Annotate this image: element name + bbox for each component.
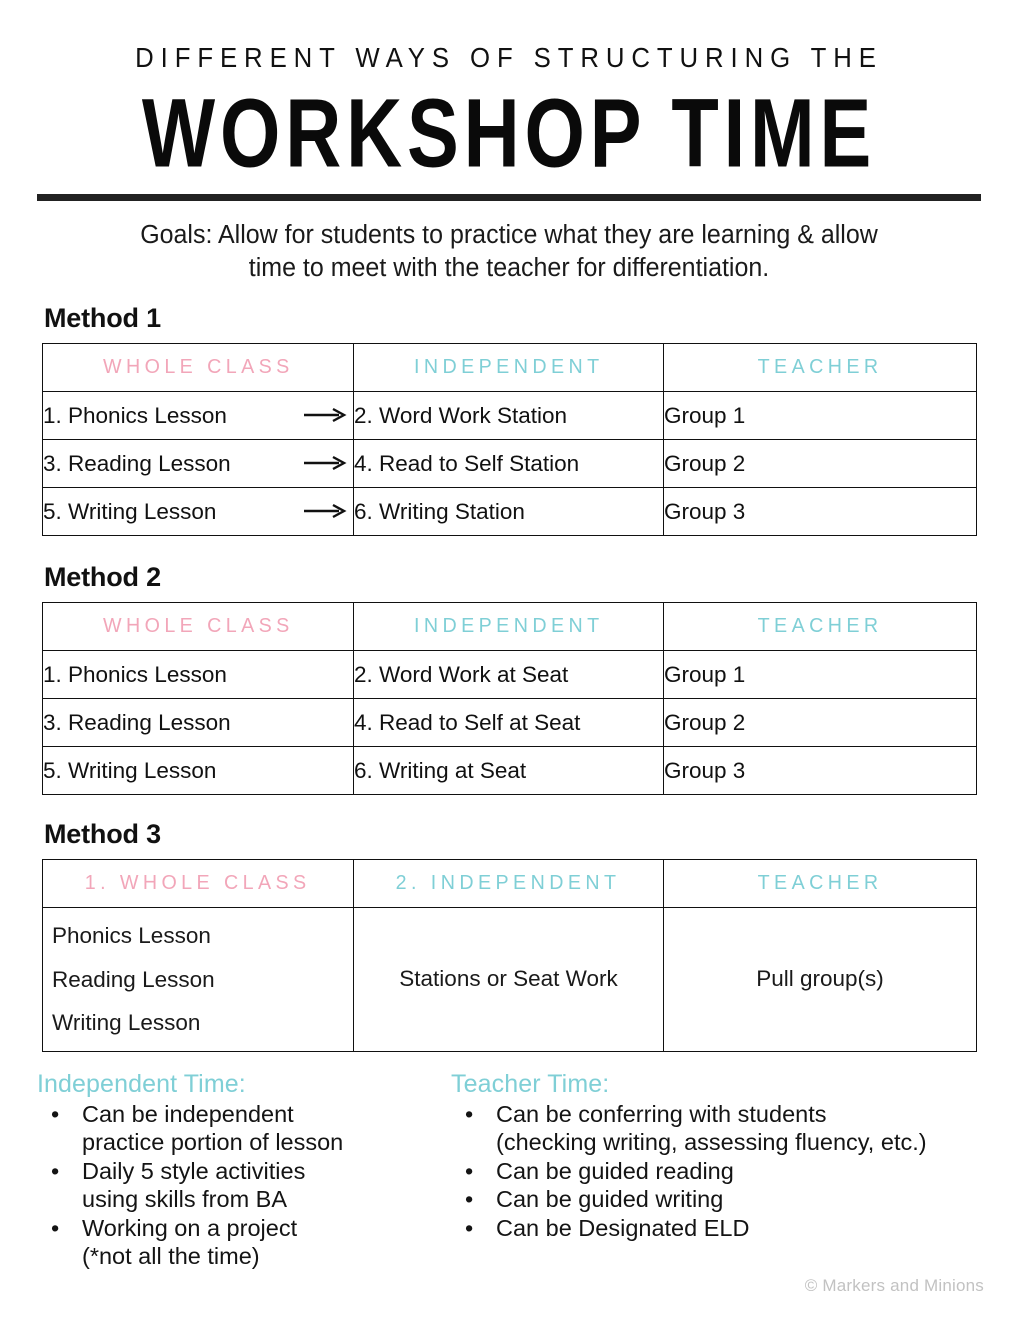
cell-whole-class bbox=[43, 439, 354, 487]
goals-line-2: time to meet with the teacher for differentiation. bbox=[248, 254, 770, 283]
column-header-whole-class bbox=[43, 602, 354, 650]
list-item-line: (*not all the time) bbox=[82, 1243, 260, 1270]
teacher-time-title: Teacher Time: bbox=[451, 1069, 610, 1098]
bullet-icon: • bbox=[51, 1214, 60, 1241]
method-2-section bbox=[42, 562, 976, 795]
table-row bbox=[43, 391, 977, 439]
method-1-section bbox=[42, 303, 976, 536]
cell-independent: 4. Read to Self at Seat bbox=[354, 698, 664, 746]
arrow-right-icon bbox=[303, 455, 347, 471]
cell-whole-class: 3. Reading Lesson bbox=[43, 698, 354, 746]
goals-statement bbox=[68, 219, 950, 284]
cell-whole-class bbox=[43, 391, 354, 439]
column-header-teacher-label: TEACHER bbox=[757, 871, 883, 895]
method-1-table bbox=[42, 343, 977, 536]
column-header-whole-class-label: 1. WHOLE CLASS bbox=[85, 871, 311, 895]
column-header-teacher bbox=[664, 343, 977, 391]
cell-teacher: Group 1 bbox=[664, 391, 977, 439]
cell-whole-class: 1. Phonics Lesson bbox=[43, 650, 354, 698]
column-header-independent bbox=[354, 343, 664, 391]
list-item-line: Can be conferring with students bbox=[496, 1100, 827, 1127]
cell-independent: Stations or Seat Work bbox=[354, 907, 664, 1051]
list-item-line: Daily 5 style activities bbox=[82, 1157, 306, 1184]
cell-whole-class bbox=[43, 487, 354, 535]
cell-teacher: Group 3 bbox=[664, 487, 977, 535]
column-header-teacher-label: TEACHER bbox=[757, 614, 883, 638]
list-item bbox=[451, 1100, 981, 1157]
goals-line-1: Goals: Allow for students to practice what they are learning & allow bbox=[140, 221, 878, 250]
column-header-independent-label: 2. INDEPENDENT bbox=[396, 871, 621, 895]
column-header-independent-label: INDEPENDENT bbox=[413, 614, 604, 638]
list-item-text bbox=[496, 1185, 981, 1214]
bullet-icon: • bbox=[51, 1100, 60, 1127]
arrow-right-icon bbox=[303, 407, 347, 423]
cell-independent: 2. Word Work Station bbox=[354, 391, 664, 439]
list-item bbox=[37, 1214, 451, 1271]
title-divider-rule bbox=[37, 194, 981, 201]
column-header-whole-class-label: WHOLE CLASS bbox=[102, 614, 294, 638]
table-row bbox=[43, 487, 977, 535]
cell-teacher: Group 3 bbox=[664, 746, 977, 794]
column-header-teacher bbox=[664, 859, 977, 907]
cell-whole-class: 5. Writing Lesson bbox=[43, 746, 354, 794]
list-item-text bbox=[496, 1157, 981, 1186]
cell-whole-class-label: 3. Reading Lesson bbox=[43, 450, 231, 476]
list-item-text bbox=[82, 1214, 451, 1271]
lesson-line: Writing Lesson bbox=[52, 1009, 201, 1035]
list-item-text bbox=[82, 1100, 451, 1157]
list-item bbox=[451, 1157, 981, 1186]
independent-time-title: Independent Time: bbox=[37, 1069, 246, 1098]
method-3-heading: Method 3 bbox=[44, 818, 161, 849]
cell-independent: 6. Writing at Seat bbox=[354, 746, 664, 794]
column-header-teacher bbox=[664, 602, 977, 650]
notes-section bbox=[37, 1070, 981, 1271]
column-header-whole-class bbox=[43, 859, 354, 907]
table-row bbox=[43, 907, 977, 1051]
arrow-right-icon bbox=[303, 503, 347, 519]
teacher-time-notes bbox=[451, 1070, 981, 1271]
bullet-icon: • bbox=[465, 1186, 474, 1213]
bullet-icon: • bbox=[465, 1214, 474, 1241]
table-row bbox=[43, 439, 977, 487]
list-item-line: Can be guided writing bbox=[496, 1186, 724, 1213]
method-1-heading: Method 1 bbox=[44, 302, 161, 333]
list-item-line: Can be guided reading bbox=[496, 1157, 734, 1184]
list-item bbox=[37, 1100, 451, 1157]
column-header-independent-label: INDEPENDENT bbox=[413, 355, 604, 379]
list-item-line: practice portion of lesson bbox=[82, 1129, 344, 1156]
list-item-text bbox=[496, 1100, 981, 1157]
method-2-heading: Method 2 bbox=[44, 561, 161, 592]
page-title: WORKSHOP TIME bbox=[141, 78, 877, 188]
cell-teacher: Group 2 bbox=[664, 698, 977, 746]
cell-whole-class-label: 1. Phonics Lesson bbox=[43, 402, 227, 428]
table-header-row bbox=[43, 602, 977, 650]
bullet-icon: • bbox=[465, 1157, 474, 1184]
list-item-line: Working on a project bbox=[82, 1214, 298, 1241]
teacher-time-list bbox=[451, 1100, 981, 1243]
method-2-table bbox=[42, 602, 977, 795]
cell-teacher: Group 2 bbox=[664, 439, 977, 487]
lesson-line: Phonics Lesson bbox=[52, 923, 211, 949]
list-item-line: using skills from BA bbox=[82, 1186, 288, 1213]
table-row bbox=[43, 746, 977, 794]
column-header-whole-class bbox=[43, 343, 354, 391]
cell-teacher: Pull group(s) bbox=[664, 907, 977, 1051]
independent-time-list bbox=[37, 1100, 451, 1271]
list-item-line: (checking writing, assessing fluency, etc.) bbox=[496, 1129, 927, 1156]
list-item bbox=[451, 1214, 981, 1243]
lesson-line: Reading Lesson bbox=[52, 966, 215, 992]
bullet-icon: • bbox=[465, 1100, 474, 1127]
column-header-independent bbox=[354, 859, 664, 907]
list-item bbox=[451, 1185, 981, 1214]
cell-teacher: Group 1 bbox=[664, 650, 977, 698]
column-header-teacher-label: TEACHER bbox=[757, 355, 883, 379]
column-header-whole-class-label: WHOLE CLASS bbox=[102, 355, 294, 379]
list-item-text bbox=[82, 1157, 451, 1214]
list-item-line: Can be independent bbox=[82, 1100, 294, 1127]
list-item-text bbox=[496, 1214, 981, 1243]
list-item-line: Can be Designated ELD bbox=[496, 1214, 750, 1241]
title-block bbox=[0, 0, 1018, 188]
cell-whole-class-list bbox=[43, 907, 354, 1051]
cell-independent: 6. Writing Station bbox=[354, 487, 664, 535]
table-header-row bbox=[43, 859, 977, 907]
list-item bbox=[37, 1157, 451, 1214]
cell-whole-class-label: 5. Writing Lesson bbox=[43, 498, 217, 524]
title-eyebrow: DIFFERENT WAYS OF STRUCTURING THE bbox=[135, 42, 883, 73]
cell-independent: 2. Word Work at Seat bbox=[354, 650, 664, 698]
table-header-row bbox=[43, 343, 977, 391]
independent-time-notes bbox=[37, 1070, 451, 1271]
table-row bbox=[43, 650, 977, 698]
copyright-footer: © Markers and Minions bbox=[804, 1276, 984, 1295]
table-row bbox=[43, 698, 977, 746]
bullet-icon: • bbox=[51, 1157, 60, 1184]
method-3-section bbox=[42, 819, 976, 1052]
cell-independent: 4. Read to Self Station bbox=[354, 439, 664, 487]
method-3-table bbox=[42, 859, 977, 1052]
column-header-independent bbox=[354, 602, 664, 650]
